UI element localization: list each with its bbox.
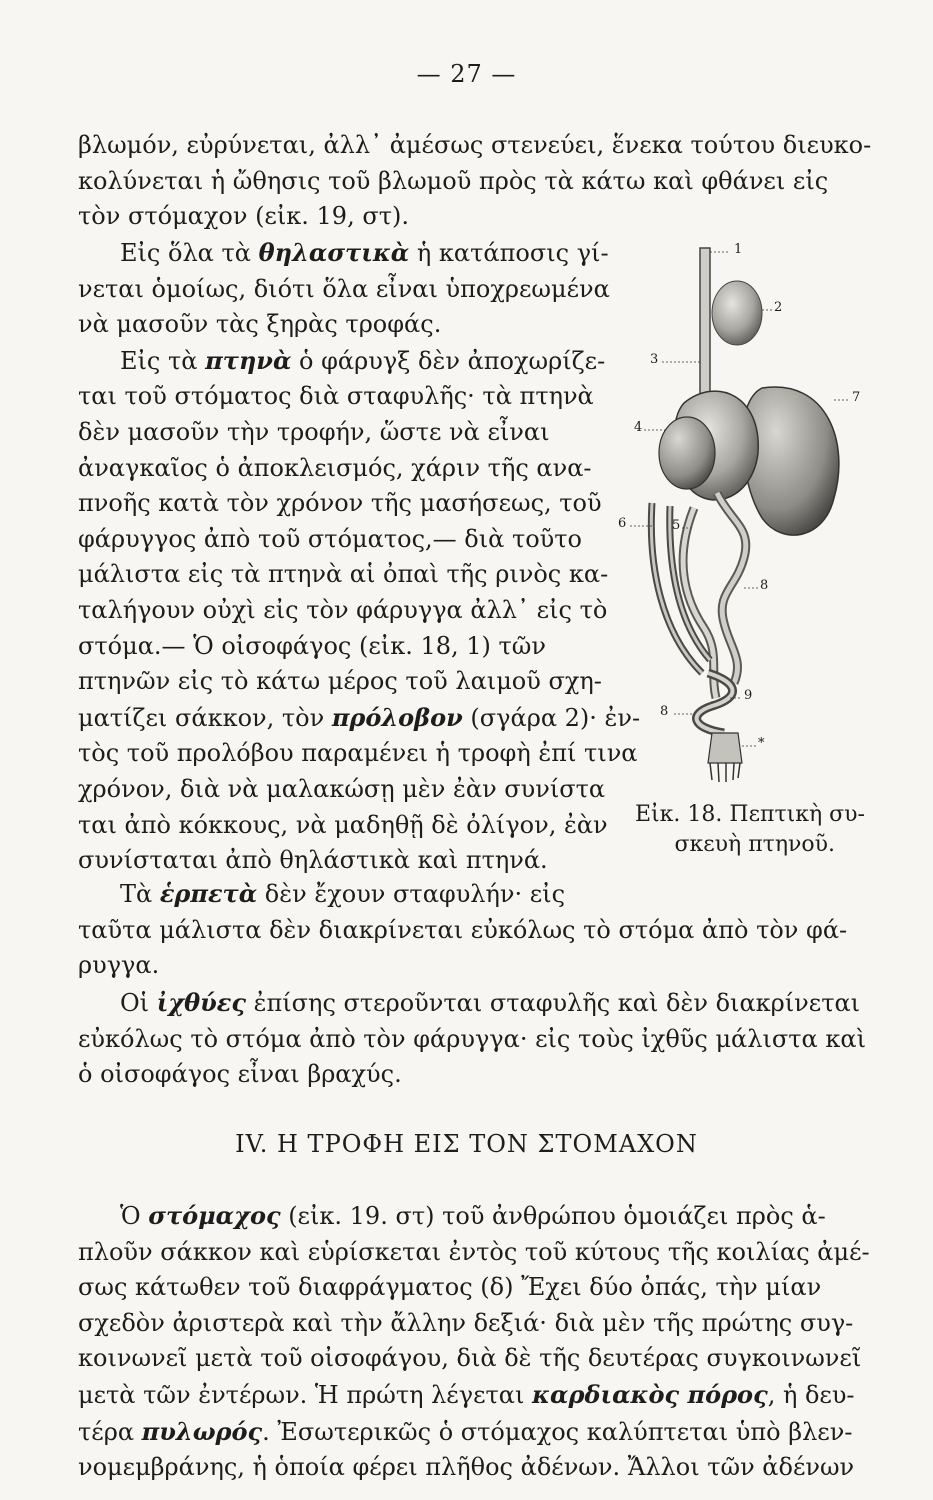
figure-label: * <box>758 736 765 751</box>
text-line: ται τοῦ στόματος διὰ σταφυλῆς· τὰ πτηνὰ <box>78 382 594 411</box>
figure-label: 6 <box>618 516 627 531</box>
text-line: ται ἀπὸ κόκκους, νὰ μαδηθῇ δὲ ὀλίγον, ἐὰν <box>78 810 608 839</box>
text-line: μάλιστα εἰς τὰ πτηνὰ αἱ ὀπαὶ τῆς ρινὸς κα- <box>78 560 609 589</box>
bird-digestive-illustration <box>612 228 862 788</box>
text-line: στόμα.— Ὁ οἰσοφάγος (εἰκ. 18, 1) τῶν <box>78 631 546 660</box>
text-line: σως κάτωθεν τοῦ διαφράγματος (δ) Ἔχει δύο ὀπάς, τὴν μίαν <box>78 1273 822 1302</box>
figure-label: 3 <box>650 352 659 367</box>
text-line: τὸς τοῦ προλόβου παραμένει ἡ τροφὴ ἐπί τινα <box>78 739 638 768</box>
text-line: δὲν μασοῦν τὴν τροφήν, ὥστε νὰ εἶναι <box>78 417 550 446</box>
section-heading: IV. Η ΤΡΟΦΗ ΕΙΣ ΤΟΝ ΣΤΟΜΑΧΟΝ <box>235 1130 698 1158</box>
text-line: νὰ μασοῦν τὰς ξηρὰς τροφάς. <box>78 310 442 339</box>
caption-line: σκευὴ πτηνοῦ. <box>674 832 835 857</box>
text-line: χρόνον, διὰ νὰ μαλακώσῃ μὲν ἐὰν συνίστα <box>78 774 606 803</box>
text-line: Ὁ στόμαχος (εἰκ. 19. στ) τοῦ ἀνθρώπου ὁμοιάζει πρὸς ἁ- <box>120 1201 826 1230</box>
text-line: Εἰς τὰ πτηνὰ ὁ φάρυγξ δὲν ἀποχωρίζε- <box>120 345 606 375</box>
paragraph-fish <box>78 985 868 1093</box>
emphasis: πτηνὰ <box>205 345 292 375</box>
emphasis: ἰχθύες <box>156 988 246 1017</box>
text-line: Τὰ ἑρπετὰ δὲν ἔχουν σταφυλήν· εἰς <box>120 879 566 908</box>
text-line: ταλήγουν οὐχὶ εἰς τὸν φάρυγγα ἀλλ᾽ εἰς τὸ <box>78 595 608 624</box>
caption-line: Εἰκ. 18. Πεπτικὴ συ- <box>635 802 865 827</box>
text-line: πλοῦν σάκκον καὶ εὑρίσκεται ἐντὸς τοῦ κύτους τῆς κοιλίας ἀμέ- <box>78 1237 870 1266</box>
text-line: πνοῆς κατὰ τὸν χρόνον τῆς μασήσεως, τοῦ <box>78 489 602 518</box>
text-line: μετὰ τῶν ἐντέρων. Ἡ πρώτη λέγεται καρδιακὸς πόρος, ἡ δευ- <box>78 1379 855 1409</box>
emphasis: ἑρπετὰ <box>159 879 258 908</box>
text-line: τὸν στόμαχον (εἰκ. 19, στ). <box>78 202 409 231</box>
emphasis: πυλωρός <box>141 1416 263 1446</box>
text-line: πτηνῶν εἰς τὸ κάτω μέρος τοῦ λαιμοῦ σχη- <box>78 667 602 696</box>
figure-label: 7 <box>852 390 861 405</box>
text-line: σχεδὸν ἀριστερὰ καὶ τὴν ἄλλην δεξιά· διὰ μὲν τῆς πρώτης συγ- <box>78 1308 854 1337</box>
text-line: ταῦτα μάλιστα δὲν διακρίνεται εὐκόλως τὸ στόμα ἀπὸ τὸν φά- <box>78 915 848 944</box>
text-line: ὁ οἰσοφάγος εἶναι βραχύς. <box>78 1060 402 1089</box>
figure-label: 2 <box>774 300 783 315</box>
text-line: νεται ὁμοίως, διότι ὅλα εἶναι ὑποχρεωμένα <box>78 274 610 303</box>
text-line: Εἰς ὅλα τὰ θηλαστικὰ ἡ κατάποσις γί- <box>120 238 609 267</box>
text-line: νομεμβράνης, ἡ ὁποία φέρει πλῆθος ἀδένων. Ἄλλοι τῶν ἀδένων <box>78 1453 855 1482</box>
text-line: κολύνεται ἡ ὤθησις τοῦ βλωμοῦ πρὸς τὰ κάτω καὶ φθάνει εἰς <box>78 166 829 195</box>
text-line: φάρυγγος ἀπὸ τοῦ στόματος,— διὰ τοῦτο <box>78 524 582 553</box>
text-line: ρυγγα. <box>78 951 160 980</box>
figure-label: 8 <box>760 578 769 593</box>
text-line: τέρα πυλωρός. Ἐσωτερικῶς ὁ στόμαχος καλύπτεται ὑπὸ βλεν- <box>78 1416 853 1446</box>
emphasis: πρόλοβον <box>331 702 463 732</box>
figure-label: 4 <box>634 420 643 435</box>
column-text <box>78 235 641 879</box>
figure-label: 9 <box>744 688 753 703</box>
paragraph-reptiles <box>78 876 868 984</box>
digestive-system-figure <box>612 228 862 788</box>
emphasis: καρδιακὸς πόρος <box>532 1379 768 1409</box>
figure-label: 8 <box>660 704 669 719</box>
paragraph-stomach <box>78 1198 868 1486</box>
paragraph-1 <box>78 128 872 235</box>
text-line: ματίζει σάκκον, τὸν πρόλοβον (σγάρα 2)· ἐν- <box>78 702 641 732</box>
text-line: βλωμόν, εὐρύνεται, ἀλλ᾽ ἀμέσως στενεύει, ἕνεκα τούτου διευκο- <box>78 131 872 159</box>
text-line: κοινωνεῖ μετὰ τοῦ οἰσοφάγου, διὰ δὲ τῆς δευτέρας συγκοινωνεῖ <box>78 1344 862 1373</box>
emphasis: θηλαστικὰ <box>258 238 410 267</box>
text-line: Οἱ ἰχθύες ἐπίσης στεροῦνται σταφυλῆς καὶ δὲν διακρίνεται <box>120 988 861 1017</box>
figure-caption <box>565 800 865 860</box>
figure-label: 5 <box>672 518 681 533</box>
figure-label: 1 <box>734 242 743 257</box>
text-line: εὐκόλως τὸ στόμα ἀπὸ τὸν φάρυγγα· εἰς τοὺς ἰχθῦς μάλιστα καὶ <box>78 1024 866 1053</box>
page-number: — 27 — <box>416 60 517 88</box>
text-line: ἀναγκαῖος ὁ ἀποκλεισμός, χάριν τῆς ανα- <box>78 453 592 482</box>
emphasis: στόμαχος <box>148 1201 281 1230</box>
text-line: συνίσταται ἀπὸ θηλάστικὰ καὶ πτηνά. <box>78 846 548 875</box>
